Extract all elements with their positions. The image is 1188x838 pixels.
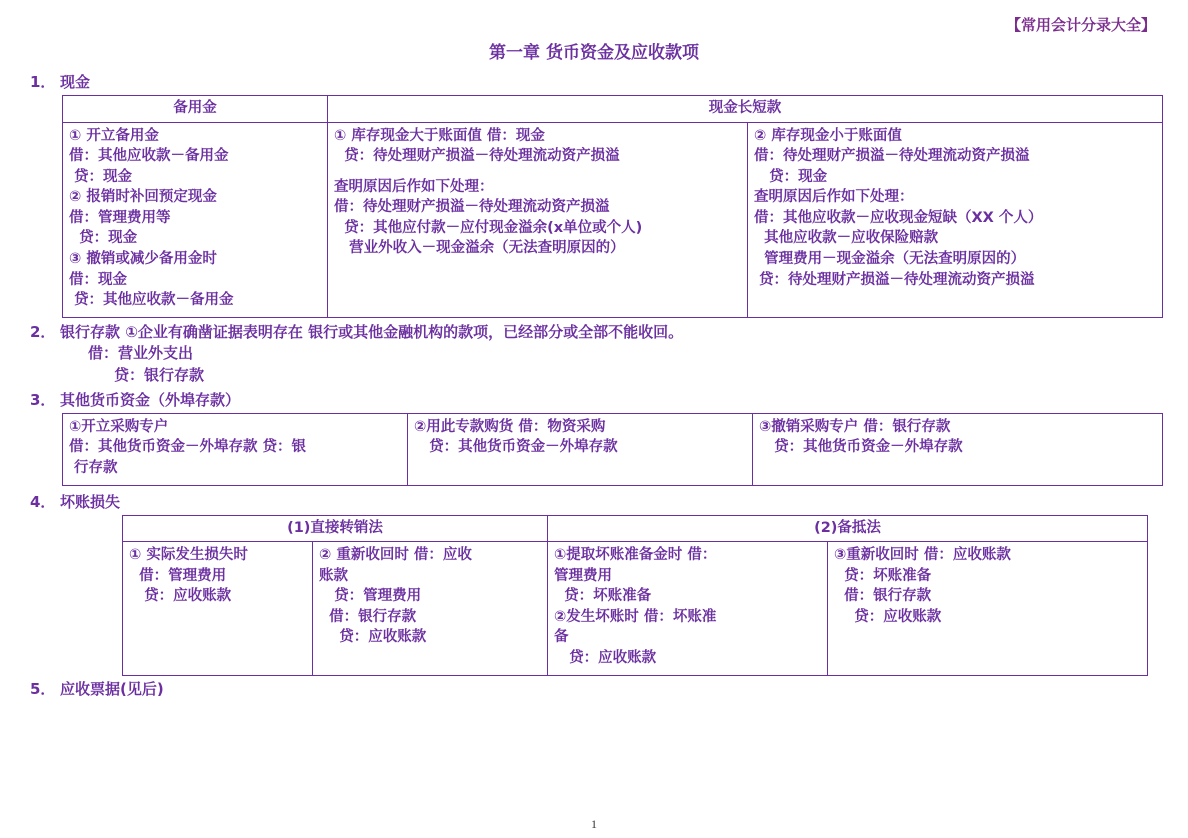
entry-line: 其他应收款－应收保险赔款 xyxy=(754,230,939,247)
entry-line: 贷：待处理财产损溢－待处理流动资产损溢 xyxy=(754,271,1035,288)
entry-line: 行存款 xyxy=(69,459,118,476)
entry-line: 贷：坏账准备 xyxy=(834,567,932,584)
page-number: 1 xyxy=(591,817,597,831)
entry-line: 贷：应收账款 xyxy=(319,629,427,646)
entry-line: 借：其他应收款－备用金 xyxy=(69,148,229,165)
cell-cancel-purchase-account xyxy=(753,413,1163,485)
section-title: 其他货币资金（外埠存款） xyxy=(60,390,241,409)
table-row xyxy=(63,413,1163,485)
entry-line: 贷：其他货币资金－外埠存款 xyxy=(414,439,618,456)
table-cash xyxy=(62,95,1163,318)
section-number: 4． xyxy=(30,492,56,511)
entry-line: 贷：管理费用 xyxy=(319,588,422,605)
entry-line: ①开立采购专户 xyxy=(69,418,169,435)
col-header-direct-writeoff: (1)直接转销法 xyxy=(123,515,548,542)
col-header-beiyongjin: 备用金 xyxy=(63,96,328,123)
table-row xyxy=(63,122,1163,317)
table-other-monetary-funds xyxy=(62,413,1163,486)
entry-line: ① 开立备用金 xyxy=(69,127,159,144)
spacer xyxy=(334,167,741,177)
entry-line: ① 库存现金大于账面值 借：现金 xyxy=(334,127,545,144)
entry-line: ② 库存现金小于账面值 xyxy=(754,127,902,144)
cell-actual-loss xyxy=(123,542,313,675)
entry-line: 查明原因后作如下处理： xyxy=(334,178,494,195)
cell-beiyongjin xyxy=(63,122,328,317)
section-title: 坏账损失 xyxy=(60,492,121,511)
section-heading-5 xyxy=(30,678,1158,699)
section-number: 3． xyxy=(30,390,56,409)
entry-line: 贷：其他应付款－应付现金溢余(ⅹ单位或个人) xyxy=(334,219,643,236)
table-bad-debt xyxy=(122,515,1148,676)
entry-line: 营业外收入－现金溢余（无法查明原因的） xyxy=(334,240,625,257)
section-heading-4 xyxy=(30,491,1158,512)
section-title: 现金 xyxy=(60,73,91,91)
cell-cash-overage xyxy=(328,122,748,317)
cell-provision-allowance xyxy=(548,542,828,675)
col-header-changduankuan: 现金长短款 xyxy=(328,96,1163,123)
entry-line: ③重新收回时 借：应收账款 xyxy=(834,547,1011,564)
entry-line: ②用此专款购货 借：物资采购 xyxy=(414,418,606,435)
entry-line: 贷：坏账准备 xyxy=(554,588,652,605)
section-2-body xyxy=(62,342,1158,387)
table-row xyxy=(123,515,1148,542)
entry-line: 借：其他应收款－应收现金短缺（ⅩⅩ 个人） xyxy=(754,209,1043,226)
entry-line: 借：银行存款 xyxy=(834,588,932,605)
entry-line: 借：银行存款 xyxy=(319,608,417,625)
entry-line: 借：待处理财产损溢－待处理流动资产损溢 xyxy=(754,148,1030,165)
page-title: 第一章 货币资金及应收款项 xyxy=(489,43,699,63)
section-number: 1． xyxy=(30,73,56,91)
section-number: 5． xyxy=(30,679,56,698)
entry-line: 贷：其他货币资金－外埠存款 xyxy=(759,439,963,456)
cell-recovery-direct xyxy=(313,542,548,675)
entry-line: 贷：其他应收款－备用金 xyxy=(69,292,234,309)
cell-purchase-with-fund xyxy=(408,413,753,485)
corner-tag: 【常用会计分录大全】 xyxy=(1005,16,1156,34)
entry-line: 贷：现金 xyxy=(69,168,133,185)
entry-line: ② 重新收回时 借：应收 xyxy=(319,547,472,564)
section-title: 银行存款 ①企业有确凿证据表明存在 银行或其他金融机构的款项，已经部分或全部不能收回。 xyxy=(60,322,684,341)
entry-line: 借：管理费用等 xyxy=(69,209,171,226)
cell-cash-shortage xyxy=(748,122,1163,317)
section-title: 应收票据(见后) xyxy=(60,679,164,698)
col-header-allowance: (2)备抵法 xyxy=(548,515,1148,542)
section-heading-3 xyxy=(30,389,1158,410)
section-heading-2 xyxy=(30,321,1158,342)
table-row xyxy=(123,542,1148,675)
entry-line: ③ 撤销或减少备用金时 xyxy=(69,251,217,268)
entry-line: 贷：现金 xyxy=(69,230,138,247)
entry-line: 借：其他货币资金－外埠存款 贷：银 xyxy=(69,439,307,456)
entry-line: 贷：待处理财产损溢－待处理流动资产损溢 xyxy=(334,148,620,165)
entry-line: 查明原因后作如下处理： xyxy=(754,189,914,206)
cell-open-purchase-account xyxy=(63,413,408,485)
entry-line: ① 实际发生损失时 xyxy=(129,547,248,564)
section-number: 2． xyxy=(30,322,56,341)
entry-line: ② 报销时补回预定现金 xyxy=(69,189,217,206)
entry-line: 借：待处理财产损溢－待处理流动资产损溢 xyxy=(334,199,610,216)
entry-line: 借：营业外支出 xyxy=(88,343,194,362)
entry-line: 管理费用－现金溢余（无法查明原因的） xyxy=(754,251,1026,268)
entry-line: 贷：现金 xyxy=(754,168,828,185)
section-heading-1 xyxy=(30,71,1158,92)
entry-line: 借：现金 xyxy=(69,271,127,288)
cell-recovery-allowance xyxy=(828,542,1148,675)
entry-line: 账款 xyxy=(319,567,348,584)
entry-line: ①提取坏账准备金时 借： xyxy=(554,547,717,564)
entry-line: ③撤销采购专户 借：银行存款 xyxy=(759,418,951,435)
entry-line: 贷：应收账款 xyxy=(834,608,942,625)
entry-line: 备 xyxy=(554,629,569,646)
entry-line: 借：管理费用 xyxy=(129,567,227,584)
table-row xyxy=(63,96,1163,123)
entry-line: 贷：银行存款 xyxy=(114,366,205,385)
entry-line: 管理费用 xyxy=(554,567,612,584)
entry-line: 贷：应收账款 xyxy=(129,588,232,605)
entry-line: ②发生坏账时 借：坏账准 xyxy=(554,608,717,625)
entry-line: 贷：应收账款 xyxy=(554,649,657,666)
